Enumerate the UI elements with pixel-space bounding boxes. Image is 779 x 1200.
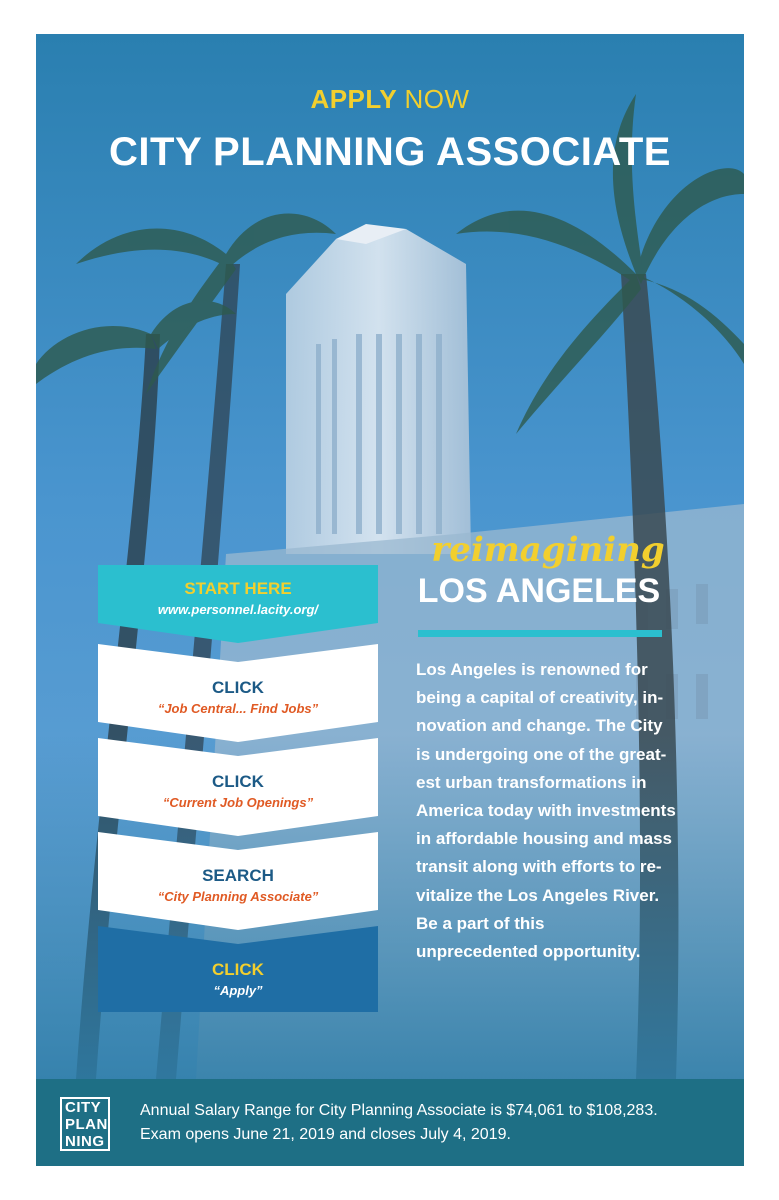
step-3-detail: “Current Job Openings” (162, 795, 314, 810)
footer-info (140, 1099, 730, 1147)
step-5-detail: “Apply” (213, 983, 263, 998)
step-current-openings[interactable] (98, 738, 378, 836)
logo-line-2: PLAN (65, 1116, 108, 1133)
step-2-action: CLICK (212, 678, 264, 697)
reimagining-script: reimagining (431, 530, 665, 570)
step-2-detail: “Job Central... Find Jobs” (157, 701, 319, 716)
logo-line-1: CITY (65, 1099, 102, 1116)
step-5-action: CLICK (212, 960, 264, 979)
title-divider (418, 630, 662, 637)
exam-dates-text: Exam opens June 21, 2019 and closes July 4, 2019. (140, 1126, 511, 1143)
step-4-action: SEARCH (202, 866, 274, 885)
job-title-heading: CITY PLANNING ASSOCIATE (109, 130, 671, 174)
footer-bar (36, 1079, 744, 1166)
step-3-action: CLICK (212, 772, 264, 791)
salary-range-text: Annual Salary Range for City Planning Associate is $74,061 to $108,283. (140, 1102, 658, 1119)
apply-now-heading (36, 84, 744, 115)
step-apply[interactable] (98, 926, 378, 1012)
step-4-detail: “City Planning Associate” (157, 889, 319, 904)
step-search[interactable] (98, 832, 378, 930)
apply-word: APPLY (310, 84, 397, 114)
step-1-url[interactable]: www.personnel.lacity.org/ (157, 602, 319, 617)
poster (36, 34, 744, 1166)
step-1-action: START HERE (184, 579, 292, 598)
los-angeles-title: LOS ANGELES (417, 572, 661, 610)
now-word: NOW (404, 84, 470, 114)
city-planning-logo (60, 1097, 110, 1151)
logo-line-3: NING (65, 1133, 105, 1150)
step-job-central[interactable] (98, 644, 378, 742)
description-paragraph: Los Angeles is renowned for being a capital of creativity, in- novation and change. The City is undergoing one of the great- est urban transformations in America today with investments in affordable housing and mass transit along with efforts to re- vitalize the Los Angeles River. Be a part of this unprecedented opportunity. (416, 660, 676, 962)
step-start-here[interactable] (98, 565, 378, 643)
